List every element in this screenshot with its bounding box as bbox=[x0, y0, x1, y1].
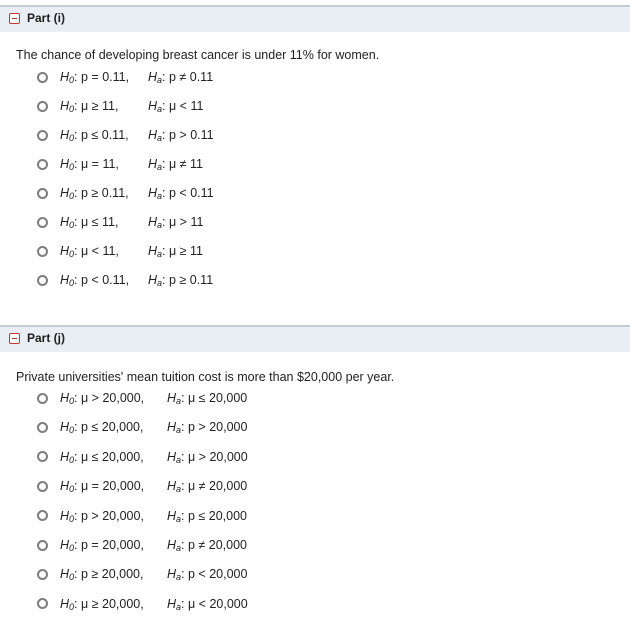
hypothesis-formula bbox=[60, 509, 247, 523]
null-hypothesis-symbol: $H_0$ bbox=[60, 157, 75, 172]
radio-button[interactable] bbox=[37, 451, 48, 462]
hypothesis-formula bbox=[60, 538, 247, 552]
radio-button[interactable] bbox=[37, 393, 48, 404]
null-hypothesis-symbol: $H_0$ bbox=[60, 479, 75, 495]
answer-option[interactable] bbox=[37, 269, 213, 291]
null-hypothesis-condition: : p ≥ 20,000, bbox=[74, 567, 144, 582]
radio-button[interactable] bbox=[37, 569, 48, 580]
answer-option[interactable] bbox=[37, 563, 247, 585]
null-hypothesis-condition: : p ≤ 20,000, bbox=[74, 420, 144, 435]
hypothesis-formula bbox=[60, 450, 248, 464]
radio-button[interactable] bbox=[37, 540, 48, 551]
part-title: Part (i) bbox=[27, 11, 66, 25]
alt-hypothesis-condition: : μ ≠ 11 bbox=[162, 157, 203, 171]
hypothesis-formula bbox=[60, 99, 203, 113]
alt-hypothesis-symbol: $H_a$ bbox=[148, 244, 163, 259]
answer-option[interactable] bbox=[37, 416, 247, 438]
alt-hypothesis-condition: : μ ≥ 11 bbox=[162, 244, 203, 258]
radio-button[interactable] bbox=[37, 422, 48, 433]
null-hypothesis-condition: : μ ≤ 11, bbox=[74, 215, 119, 229]
alt-hypothesis-condition: : p ≤ 20,000 bbox=[181, 508, 247, 523]
null-hypothesis-condition: : μ > 20,000, bbox=[74, 391, 145, 405]
null-hypothesis-condition: : p = 20,000, bbox=[74, 538, 144, 552]
alt-hypothesis-condition: : p > 0.11 bbox=[162, 128, 214, 142]
answer-option[interactable] bbox=[37, 505, 247, 527]
alt-hypothesis-condition: : p < 20,000 bbox=[181, 567, 248, 582]
alt-hypothesis-symbol: $H_a$ bbox=[148, 273, 163, 288]
alt-hypothesis-symbol: $H_a$ bbox=[148, 128, 163, 143]
answer-option[interactable] bbox=[37, 182, 214, 204]
alt-hypothesis-condition: : p ≠ 0.11 bbox=[162, 70, 214, 84]
alt-hypothesis-condition: : μ < 11 bbox=[162, 99, 204, 113]
hypothesis-formula bbox=[60, 215, 203, 229]
answer-option[interactable] bbox=[37, 534, 247, 556]
radio-button[interactable] bbox=[37, 101, 48, 112]
alt-hypothesis-condition: : μ ≠ 20,000 bbox=[181, 479, 248, 494]
alt-hypothesis-condition: : p < 0.11 bbox=[162, 186, 214, 200]
radio-button[interactable] bbox=[37, 510, 48, 521]
answer-option[interactable] bbox=[37, 66, 213, 88]
null-hypothesis-symbol: $H_0$ bbox=[60, 128, 75, 143]
alt-hypothesis-symbol: $H_a$ bbox=[148, 157, 163, 172]
part-j-header[interactable] bbox=[0, 325, 630, 352]
null-hypothesis-condition: : p < 0.11, bbox=[74, 273, 130, 287]
alt-hypothesis-symbol: $H_a$ bbox=[167, 538, 182, 553]
hypothesis-formula bbox=[60, 157, 203, 171]
hypothesis-formula bbox=[60, 567, 247, 581]
answer-option[interactable] bbox=[37, 240, 203, 262]
radio-button[interactable] bbox=[37, 217, 48, 228]
alt-hypothesis-condition: : μ > 20,000 bbox=[181, 449, 248, 464]
null-hypothesis-condition: : p > 20,000, bbox=[74, 508, 144, 523]
null-hypothesis-symbol: $H_0$ bbox=[60, 215, 75, 230]
question-text: The chance of developing breast cancer is under 11% for women. bbox=[16, 48, 380, 62]
answer-option[interactable] bbox=[37, 446, 248, 468]
alt-hypothesis-symbol: $H_a$ bbox=[167, 567, 182, 583]
alt-hypothesis-symbol: $H_a$ bbox=[167, 508, 182, 524]
alt-hypothesis-symbol: $H_a$ bbox=[167, 420, 182, 436]
alt-hypothesis-condition: : p ≠ 20,000 bbox=[181, 538, 247, 552]
null-hypothesis-symbol: $H_0$ bbox=[60, 538, 75, 553]
null-hypothesis-condition: : p ≤ 0.11, bbox=[74, 128, 129, 142]
null-hypothesis-condition: : μ = 20,000, bbox=[74, 479, 145, 494]
alt-hypothesis-condition: : μ < 20,000 bbox=[181, 596, 248, 611]
null-hypothesis-symbol: $H_0$ bbox=[60, 449, 75, 465]
part-title: Part (j) bbox=[27, 331, 66, 345]
null-hypothesis-symbol: $H_0$ bbox=[60, 391, 75, 406]
answer-option[interactable] bbox=[37, 95, 203, 117]
radio-button[interactable] bbox=[37, 598, 48, 609]
collapse-icon[interactable] bbox=[9, 13, 20, 24]
hypothesis-formula bbox=[60, 273, 213, 287]
null-hypothesis-symbol: $H_0$ bbox=[60, 186, 75, 201]
null-hypothesis-condition: : p = 0.11, bbox=[74, 70, 130, 84]
null-hypothesis-condition: : μ = 11, bbox=[74, 157, 119, 171]
answer-option[interactable] bbox=[37, 593, 248, 615]
null-hypothesis-symbol: $H_0$ bbox=[60, 244, 75, 259]
alt-hypothesis-condition: : p ≥ 0.11 bbox=[162, 273, 214, 287]
null-hypothesis-condition: : μ < 11, bbox=[74, 244, 119, 258]
question-text: Private universities' mean tuition cost is more than $20,000 per year. bbox=[16, 370, 395, 384]
alt-hypothesis-symbol: $H_a$ bbox=[148, 99, 163, 114]
radio-button[interactable] bbox=[37, 188, 48, 199]
collapse-icon[interactable] bbox=[9, 333, 20, 344]
radio-button[interactable] bbox=[37, 246, 48, 257]
alt-hypothesis-symbol: $H_a$ bbox=[148, 215, 163, 230]
hypothesis-formula bbox=[60, 391, 247, 405]
alt-hypothesis-condition: : μ ≤ 20,000 bbox=[181, 391, 248, 405]
null-hypothesis-condition: : μ ≥ 11, bbox=[74, 99, 119, 113]
answer-option[interactable] bbox=[37, 153, 203, 175]
alt-hypothesis-symbol: $H_a$ bbox=[148, 186, 163, 201]
radio-button[interactable] bbox=[37, 72, 48, 83]
hypothesis-formula bbox=[60, 244, 203, 258]
alt-hypothesis-symbol: $H_a$ bbox=[167, 596, 182, 612]
hypothesis-formula bbox=[60, 420, 247, 434]
alt-hypothesis-symbol: $H_a$ bbox=[148, 70, 163, 85]
radio-button[interactable] bbox=[37, 275, 48, 286]
hypothesis-formula bbox=[60, 186, 214, 200]
alt-hypothesis-condition: : μ > 11 bbox=[162, 215, 204, 229]
null-hypothesis-symbol: $H_0$ bbox=[60, 508, 75, 524]
null-hypothesis-symbol: $H_0$ bbox=[60, 70, 75, 85]
radio-button[interactable] bbox=[37, 159, 48, 170]
alt-hypothesis-symbol: $H_a$ bbox=[167, 391, 182, 406]
answer-option[interactable] bbox=[37, 475, 247, 497]
hypothesis-formula bbox=[60, 479, 247, 493]
alt-hypothesis-symbol: $H_a$ bbox=[167, 449, 182, 465]
null-hypothesis-condition: : μ ≥ 20,000, bbox=[74, 596, 144, 611]
hypothesis-formula bbox=[60, 597, 248, 611]
alt-hypothesis-condition: : p > 20,000 bbox=[181, 420, 248, 435]
null-hypothesis-symbol: $H_0$ bbox=[60, 273, 75, 288]
null-hypothesis-symbol: $H_0$ bbox=[60, 567, 75, 583]
radio-button[interactable] bbox=[37, 481, 48, 492]
null-hypothesis-symbol: $H_0$ bbox=[60, 596, 75, 612]
part-i-header[interactable] bbox=[0, 5, 630, 32]
null-hypothesis-condition: : p ≥ 0.11, bbox=[74, 186, 129, 200]
null-hypothesis-symbol: $H_0$ bbox=[60, 99, 75, 114]
hypothesis-formula bbox=[60, 70, 213, 84]
answer-option[interactable] bbox=[37, 124, 214, 146]
null-hypothesis-condition: : μ ≤ 20,000, bbox=[74, 449, 144, 464]
hypothesis-formula bbox=[60, 128, 214, 142]
alt-hypothesis-symbol: $H_a$ bbox=[167, 479, 182, 495]
answer-option[interactable] bbox=[37, 211, 203, 233]
null-hypothesis-symbol: $H_0$ bbox=[60, 420, 75, 436]
answer-option[interactable] bbox=[37, 387, 247, 409]
radio-button[interactable] bbox=[37, 130, 48, 141]
